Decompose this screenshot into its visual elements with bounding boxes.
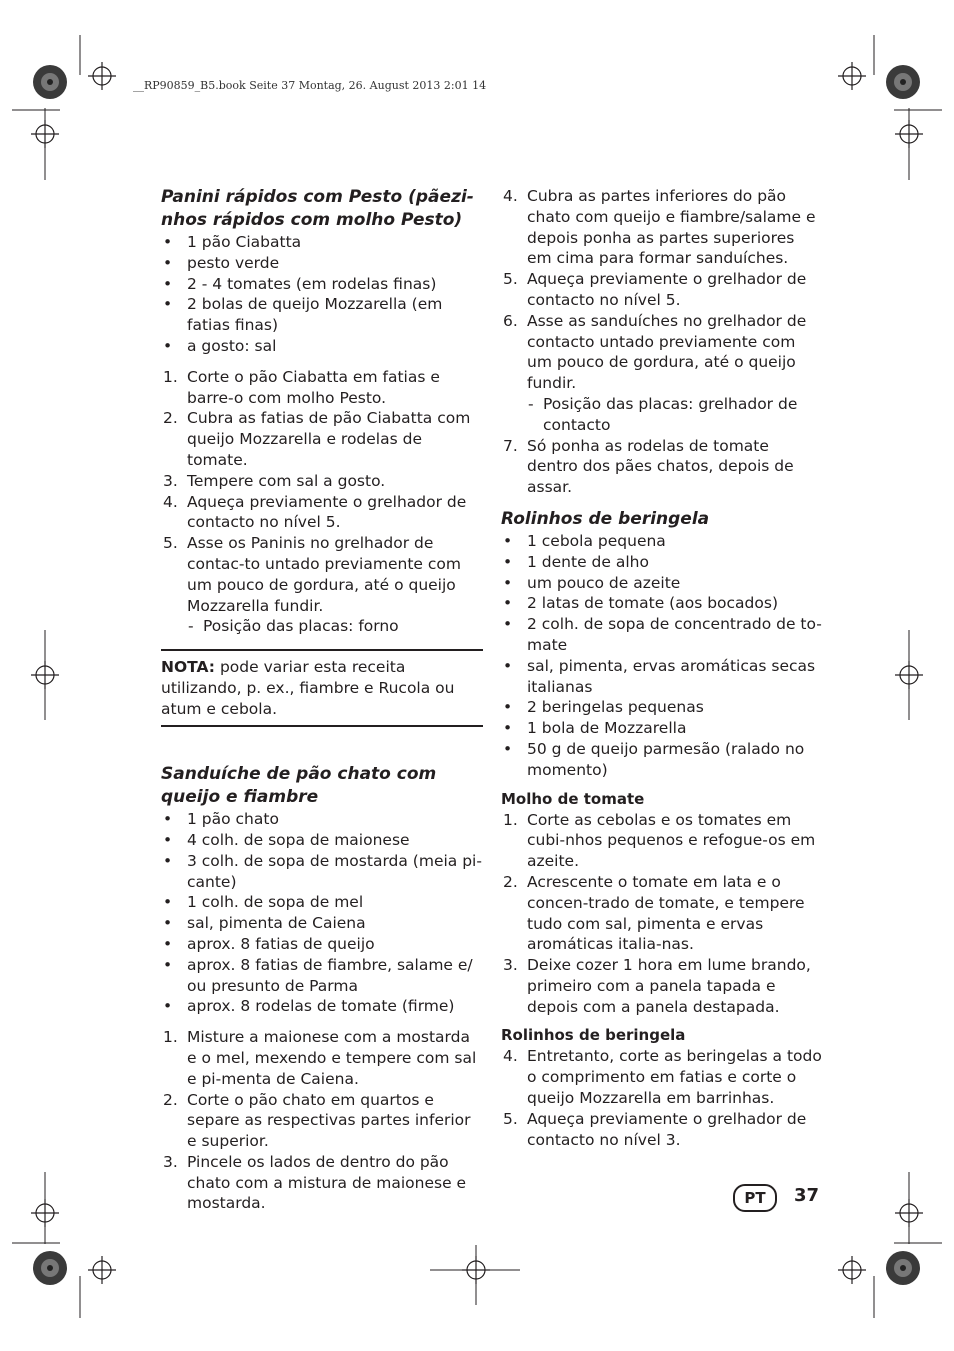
list-item: • pesto verde [163, 253, 280, 272]
list-item: 7. Só ponha as rodelas de tomate dentro dos pães chatos, depois de assar. [503, 436, 794, 497]
list-item: 4. Cubra as partes inferiores do pão chato com queijo e fiambre/salame e depois ponha as partes superiores em cima para formar sanduíches. [503, 187, 816, 268]
subsection-title-sauce: Molho de tomate [501, 789, 645, 808]
step-list-sandwich-continued [501, 186, 823, 394]
list-item: • 4 colh. de sopa de maionese [163, 830, 410, 849]
list-item: 2. Acrescente o tomate em lata e o concen-trado de tomate, e tempere tudo com sal, pimenta e ervas aromáticas italia-nas. [503, 872, 805, 954]
sub-item: - Posição das placas: forno [188, 617, 399, 636]
list-item: • sal, pimenta, ervas aromáticas secas italianas [503, 656, 816, 696]
list-item: • 1 cebola pequena [503, 531, 666, 550]
list-item: 1. Corte as cebolas e os tomates em cubi-nhos pequenos e refogue-os em azeite. [503, 810, 816, 871]
left-column [161, 186, 483, 1214]
list-item: 1. Misture a maionese com a mostarda e o mel, mexendo e tempere com sal e pi-menta de Caiena. [163, 1028, 477, 1088]
list-item: 5. Aqueça previamente o grelhador de contacto no nível 5. [503, 270, 807, 309]
list-item: • um pouco de azeite [503, 573, 681, 592]
list-item: 3. Tempere com sal a gosto. [163, 471, 386, 490]
step-list-sandwich [161, 1027, 483, 1214]
list-item: 4. Aqueça previamente o grelhador de contacto no nível 5. [163, 492, 467, 532]
list-item: • 1 pão Ciabatta [163, 233, 302, 251]
list-item: • 3 colh. de sopa de mostarda (meia pi-cante) [163, 851, 482, 891]
section-title-eggplant-rolls: Rolinhos de beringela [501, 508, 710, 529]
subsection-title-rolls: Rolinhos de beringela [501, 1026, 686, 1045]
list-item: 6. Asse as sanduíches no grelhador de contacto untado previamente com um pouco de gordura, até o queijo fundir. [503, 311, 807, 393]
list-item: • aprox. 8 rodelas de tomate (firme) [163, 997, 455, 1016]
language-badge: PT [733, 1184, 777, 1212]
list-item: • 1 dente de alho [503, 552, 649, 571]
list-item: • 2 bolas de queijo Mozzarella (em fatias finas) [163, 295, 443, 335]
list-item: • 50 g de queijo parmesão (ralado no momento) [503, 739, 805, 779]
list-item: • sal, pimenta de Caiena [163, 914, 366, 933]
page-number: 37 [794, 1185, 820, 1206]
ingredient-list-sandwich [161, 809, 483, 1017]
list-item: 5. Aqueça previamente o grelhador de contacto no nível 3. [503, 1109, 807, 1149]
list-item: • 1 bola de Mozzarella [503, 719, 687, 738]
list-item: 5. Asse os Paninis no grelhador de contac-to untado previamente com um pouco de gordura, até o queijo Mozzarella fundir. [163, 534, 461, 615]
ingredient-list-panini [161, 232, 483, 357]
list-item: • aprox. 8 fatias de queijo [163, 934, 375, 953]
note-label: NOTA: [161, 658, 216, 677]
list-item: 4. Entretanto, corte as beringelas a todo o comprimento em fatias e corte o queijo Mozzarella em barrinhas. [503, 1047, 822, 1108]
list-item: • a gosto: sal [163, 336, 277, 355]
print-header: __RP90859_B5.book Seite 37 Montag, 26. August 2013 2:01 14 [133, 79, 487, 92]
list-item: 1. Corte o pão Ciabatta em fatias e barre-o com molho Pesto. [163, 367, 440, 407]
list-item: 2. Corte o pão chato em quartos e separe as respectivas partes inferior e superior. [163, 1090, 471, 1151]
step-list-panini [161, 367, 483, 617]
right-column [501, 186, 823, 1150]
list-item: • aprox. 8 fatias de fiambre, salame e/ ou presunto de Parma [163, 955, 473, 995]
list-item: • 1 pão chato [163, 810, 279, 829]
list-item: 3. Deixe cozer 1 hora em lume brando, primeiro com a panela tapada e depois com a panela destapada. [503, 956, 811, 1016]
list-item: 3. Pincele os lados de dentro do pão chato com a mistura de maionese e mostarda. [163, 1152, 467, 1213]
note-box [161, 649, 483, 727]
note-text: pode variar esta receita utilizando, p. ex., fiambre e Rucola ou atum e cebola. [161, 658, 455, 719]
section-title-panini: Panini rápidos com Pesto (pãezi-nhos rápidos com molho Pesto) [161, 187, 474, 230]
list-item: • 2 latas de tomate (aos bocados) [503, 594, 778, 613]
sub-item: - Posição das placas: grelhador de contacto [528, 394, 798, 434]
list-item: • 2 colh. de sopa de concentrado de to-mate [503, 615, 822, 654]
step-list-sauce [501, 810, 823, 1018]
list-item: 2. Cubra as fatias de pão Ciabatta com queijo Mozzarella e rodelas de tomate. [163, 409, 471, 469]
list-item: • 2 - 4 tomates (em rodelas finas) [163, 274, 437, 293]
section-title-sandwich: Sanduíche de pão chato com queijo e fiambre [161, 764, 437, 808]
list-item: • 2 beringelas pequenas [503, 698, 704, 717]
ingredient-list-eggplant [501, 531, 823, 781]
list-item: • 1 colh. de sopa de mel [163, 893, 364, 912]
step-list-rolls [501, 1046, 823, 1150]
